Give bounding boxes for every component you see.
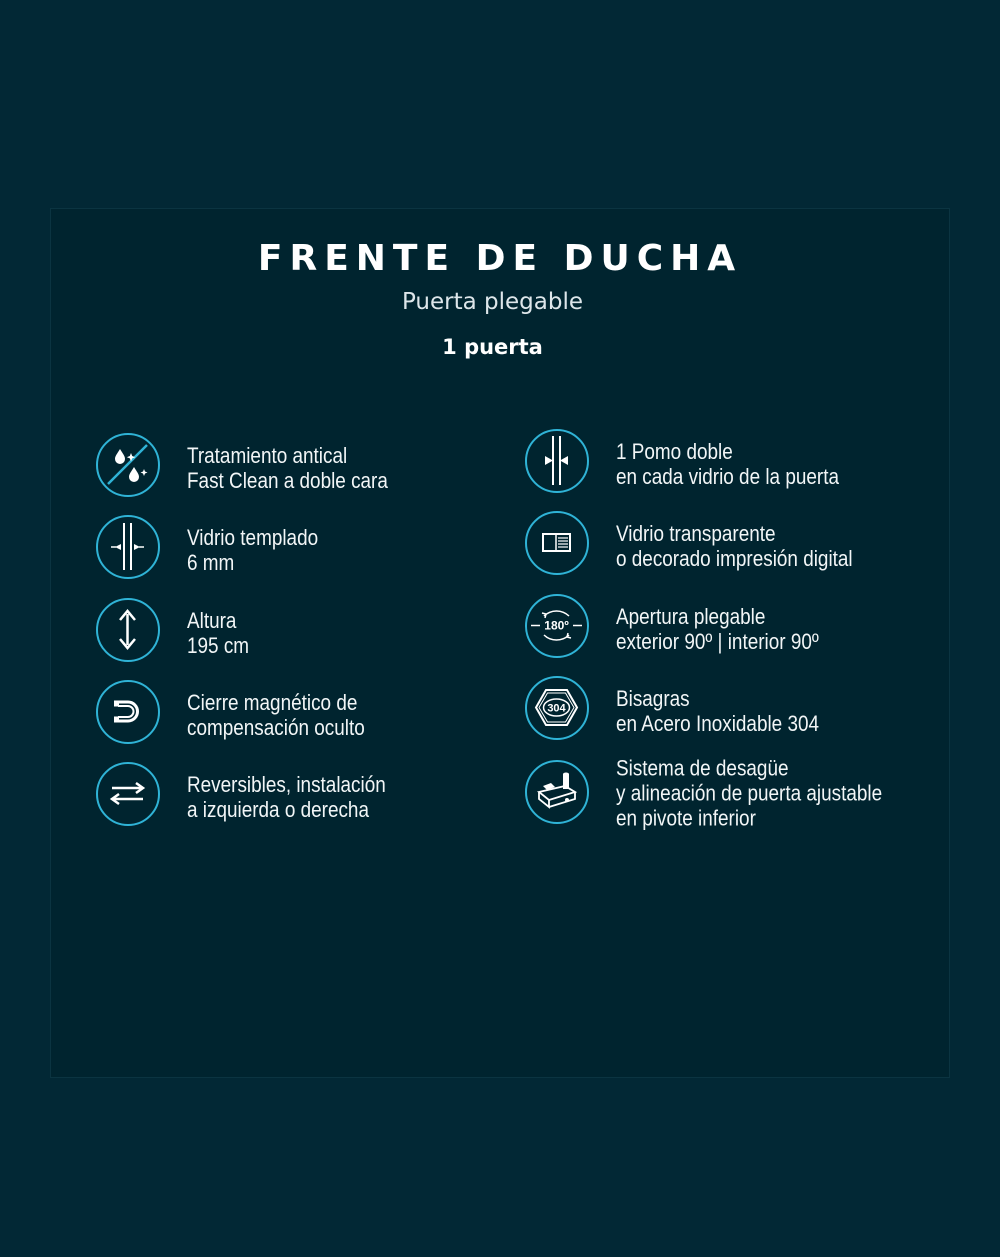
feature-height <box>96 598 516 668</box>
page-subtitle: Puerta plegable <box>401 289 584 315</box>
height-arrow-icon <box>96 598 160 662</box>
feature-text: Vidrio templado 6 mm <box>187 525 319 575</box>
double-knob-icon <box>525 429 589 493</box>
feature-text: Apertura plegable exterior 90º | interior 90º <box>616 604 819 654</box>
feature-text: Vidrio transparente o decorado impresión digital <box>616 521 853 571</box>
anti-limescale-icon <box>96 433 160 497</box>
rotation-180-icon <box>525 594 589 658</box>
feature-text: Cierre magnético de compensación oculto <box>187 690 365 740</box>
feature-tempered-glass <box>96 515 516 585</box>
feature-folding-opening <box>525 594 945 664</box>
hex-304-icon <box>525 676 589 740</box>
feature-text: Tratamiento antical Fast Clean a doble cara <box>187 443 388 493</box>
hex-badge: 304 <box>547 702 566 715</box>
feature-text: Bisagras en Acero Inoxidable 304 <box>616 686 820 736</box>
feature-glass-panel <box>525 511 945 581</box>
feature-anti-limescale <box>96 433 516 503</box>
reversible-arrows-icon <box>96 762 160 826</box>
feature-hinges <box>525 676 945 746</box>
page-title: FRENTE DE DUCHA <box>257 238 743 279</box>
magnet-icon <box>96 680 160 744</box>
rotation-badge: 180º <box>544 618 569 633</box>
pivot-system-icon <box>525 760 589 824</box>
tempered-glass-icon <box>96 515 160 579</box>
feature-text: Sistema de desagüe y alineación de puerta ajustable en pivote inferior <box>616 755 883 831</box>
feature-pivot-system <box>525 755 945 831</box>
feature-text: Reversibles, instalación a izquierda o derecha <box>187 772 386 822</box>
feature-reversible <box>96 762 516 832</box>
feature-text: Altura 195 cm <box>187 608 250 658</box>
feature-double-knob <box>525 429 945 499</box>
glass-panel-icon <box>525 511 589 575</box>
feature-magnet <box>96 680 516 750</box>
feature-text: 1 Pomo doble en cada vidrio de la puerta <box>616 439 839 489</box>
door-count: 1 puerta <box>442 335 543 359</box>
